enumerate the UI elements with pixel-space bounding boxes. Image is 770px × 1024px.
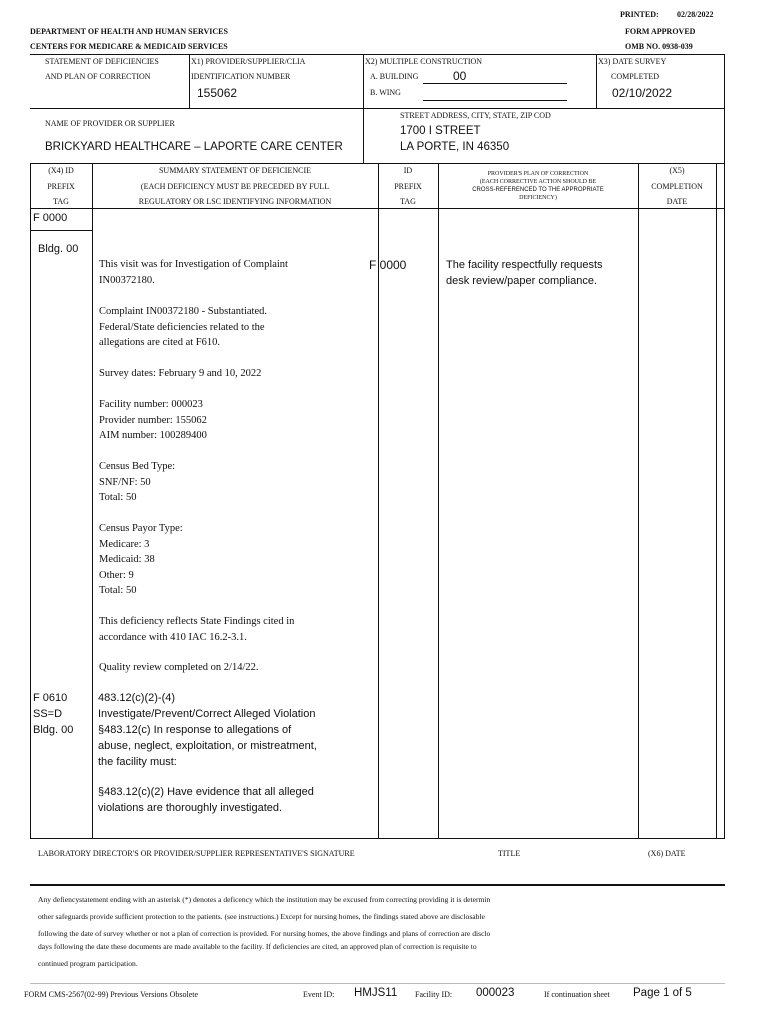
census-payor-type: Census Payor Type: Medicare: 3 Medicaid: 38 Other: 9 Total: 50: [99, 523, 183, 596]
department-heading: DEPARTMENT OF HEALTH AND HUMAN SERVICES: [30, 27, 228, 36]
id-tag-f0000: F 0000: [369, 258, 407, 272]
id-label-2: PREFIX: [394, 182, 422, 191]
street-value: 1700 I STREET: [400, 125, 481, 137]
summary-label-2: (EACH DEFICIENCY MUST BE PRECEDED BY FULL: [140, 182, 330, 191]
quality-review: Quality review completed on 2/14/22.: [99, 662, 259, 673]
title-label: TITLE: [498, 849, 521, 858]
wing-label: B. WING: [370, 88, 401, 97]
wing-underline: [423, 100, 567, 101]
printed-date: 02/28/2022: [677, 10, 714, 19]
plan-label-4: DEFICIENCY): [519, 195, 557, 201]
tag-divider: [30, 230, 92, 231]
footnote-line-3: following the date of survey whether or not a plan of correction is provided. For nursing homes, the above findings and plans of correction are disclo: [38, 929, 491, 938]
x5-label-1: (X5): [669, 166, 685, 175]
top-box-top: [30, 54, 725, 55]
id-label-3: TAG: [400, 197, 416, 206]
facility-id-value: 000023: [476, 987, 515, 999]
top-box-bottom: [30, 108, 725, 109]
event-id-label: Event ID:: [303, 990, 335, 999]
plan-label-3: CROSS-REFERENCED TO THE APPROPRIATE: [472, 187, 604, 193]
building-underline: [423, 83, 567, 84]
building-label: A. BUILDING: [370, 72, 419, 81]
state-findings: This deficiency reflects State Findings cited in accordance with 410 IAC 16.2-3.1.: [99, 616, 295, 643]
x6-date-label: (X6) DATE: [648, 849, 686, 858]
survey-completed-date: 02/10/2022: [612, 86, 673, 100]
bldg-00: Bldg. 00: [38, 243, 79, 255]
col-line-right: [724, 54, 725, 839]
form-approved: FORM APPROVED: [625, 27, 696, 36]
summary-label-3: REGULATORY OR LSC IDENTIFYING INFORMATION: [138, 197, 332, 206]
x1-label-1: X1) PROVIDER/SUPPLIER/CLIA: [191, 57, 306, 66]
facility-numbers: Facility number: 000023 Provider number: 155062 AIM number: 100289400: [99, 399, 207, 441]
form-number: FORM CMS-2567(02-99) Previous Versions Obsolete: [24, 990, 199, 999]
provider-name-value: BRICKYARD HEALTHCARE – LAPORTE CARE CENTER: [45, 141, 343, 153]
regulation-483-12-c2: §483.12(c)(2) Have evidence that all alleged violations are thoroughly investigated.: [98, 786, 314, 814]
x3-label-2: COMPLETED: [611, 72, 659, 81]
top-box-div3: [596, 54, 597, 108]
tag-f0000: F 0000: [33, 212, 68, 224]
statement-label-1: STATEMENT OF DEFICIENCIES: [45, 57, 159, 66]
col-line-4: [638, 163, 639, 839]
visit-paragraph: This visit was for Investigation of Complaint IN00372180.: [99, 259, 288, 286]
regulation-483-12: 483.12(c)(2)-(4) Investigate/Prevent/Correct Alleged Violation §483.12(c) In response to allegations of abuse, neglect, exploitation, or mistreatment, the facility must:: [98, 692, 317, 768]
x3-label-1: X3) DATE SURVEY: [598, 57, 667, 66]
centers-heading: CENTERS FOR MEDICARE & MEDICAID SERVICES: [30, 42, 228, 51]
census-bed-type: Census Bed Type: SNF/NF: 50 Total: 50: [99, 461, 176, 503]
footnote-line-5: continued program participation.: [38, 959, 138, 968]
footnote-line-4: days following the date these documents are made available to the facility. If deficiencies are cited, an approved plan of correction is requisite to: [38, 942, 477, 951]
footnote-line-1: Any defiencystatement ending with an asterisk (*) denotes a deficency which the institution may be excused from correcting providing it is determin: [38, 895, 491, 904]
tag-f0610: F 0610 SS=D Bldg. 00: [33, 692, 74, 736]
building-value: 00: [453, 69, 467, 83]
x1-label-2: IDENTIFICATION NUMBER: [191, 72, 291, 81]
city-value: LA PORTE, IN 46350: [400, 141, 510, 153]
address-label: STREET ADDRESS, CITY, STATE, ZIP COD: [400, 111, 551, 120]
summary-label-1: SUMMARY STATEMENT OF DEFICIENCIE: [158, 166, 312, 175]
col-line-left: [30, 163, 31, 839]
omb-number: OMB NO. 0938-039: [625, 42, 693, 51]
statement-label-2: AND PLAN OF CORRECTION: [45, 72, 151, 81]
top-box-div2: [363, 54, 364, 163]
provider-name-label: NAME OF PROVIDER OR SUPPLIER: [45, 119, 175, 128]
x4-label-1: (X4) ID: [48, 166, 74, 175]
plan-of-correction: The facility respectfully requests desk review/paper compliance.: [446, 259, 603, 287]
top-box-div1: [189, 54, 190, 108]
continuation-label: If continuation sheet: [544, 990, 610, 999]
col-line-5: [716, 163, 717, 839]
facility-id-label: Facility ID:: [415, 990, 453, 999]
page-number: Page 1 of 5: [633, 987, 692, 999]
col-line-1: [92, 163, 93, 839]
signature-label: LABORATORY DIRECTOR'S OR PROVIDER/SUPPLIER REPRESENTATIVE'S SIGNATURE: [38, 849, 355, 858]
printed-label: PRINTED:: [620, 10, 659, 19]
x5-label-3: DATE: [666, 197, 688, 206]
x2-label: X2) MULTIPLE CONSTRUCTION: [365, 57, 483, 66]
plan-label-1: PROVIDER'S PLAN OF CORRECTION: [487, 171, 589, 177]
x4-label-2: PREFIX: [47, 182, 75, 191]
footer-rule: [30, 983, 725, 984]
id-label-1: ID: [403, 166, 413, 175]
signature-divider: [30, 884, 725, 886]
survey-dates: Survey dates: February 9 and 10, 2022: [99, 368, 262, 379]
x4-label-3: TAG: [53, 197, 69, 206]
col-line-3: [438, 163, 439, 839]
event-id-value: HMJS11: [354, 987, 398, 999]
footnote-line-2: other safeguards provide sufficient protection to the patients. (see instructions.) Except for nursing homes, the findings stated above are disclosable: [38, 912, 485, 921]
plan-label-2: (EACH CORRECTIVE ACTION SHOULD BE: [479, 179, 597, 185]
body-bottom: [30, 838, 725, 839]
complaint-paragraph: Complaint IN00372180 - Substantiated. Federal/State deficiencies related to the allegations are cited at F610.: [99, 306, 267, 348]
provider-id-value: 155062: [197, 86, 238, 100]
x5-label-2: COMPLETION: [651, 182, 703, 191]
